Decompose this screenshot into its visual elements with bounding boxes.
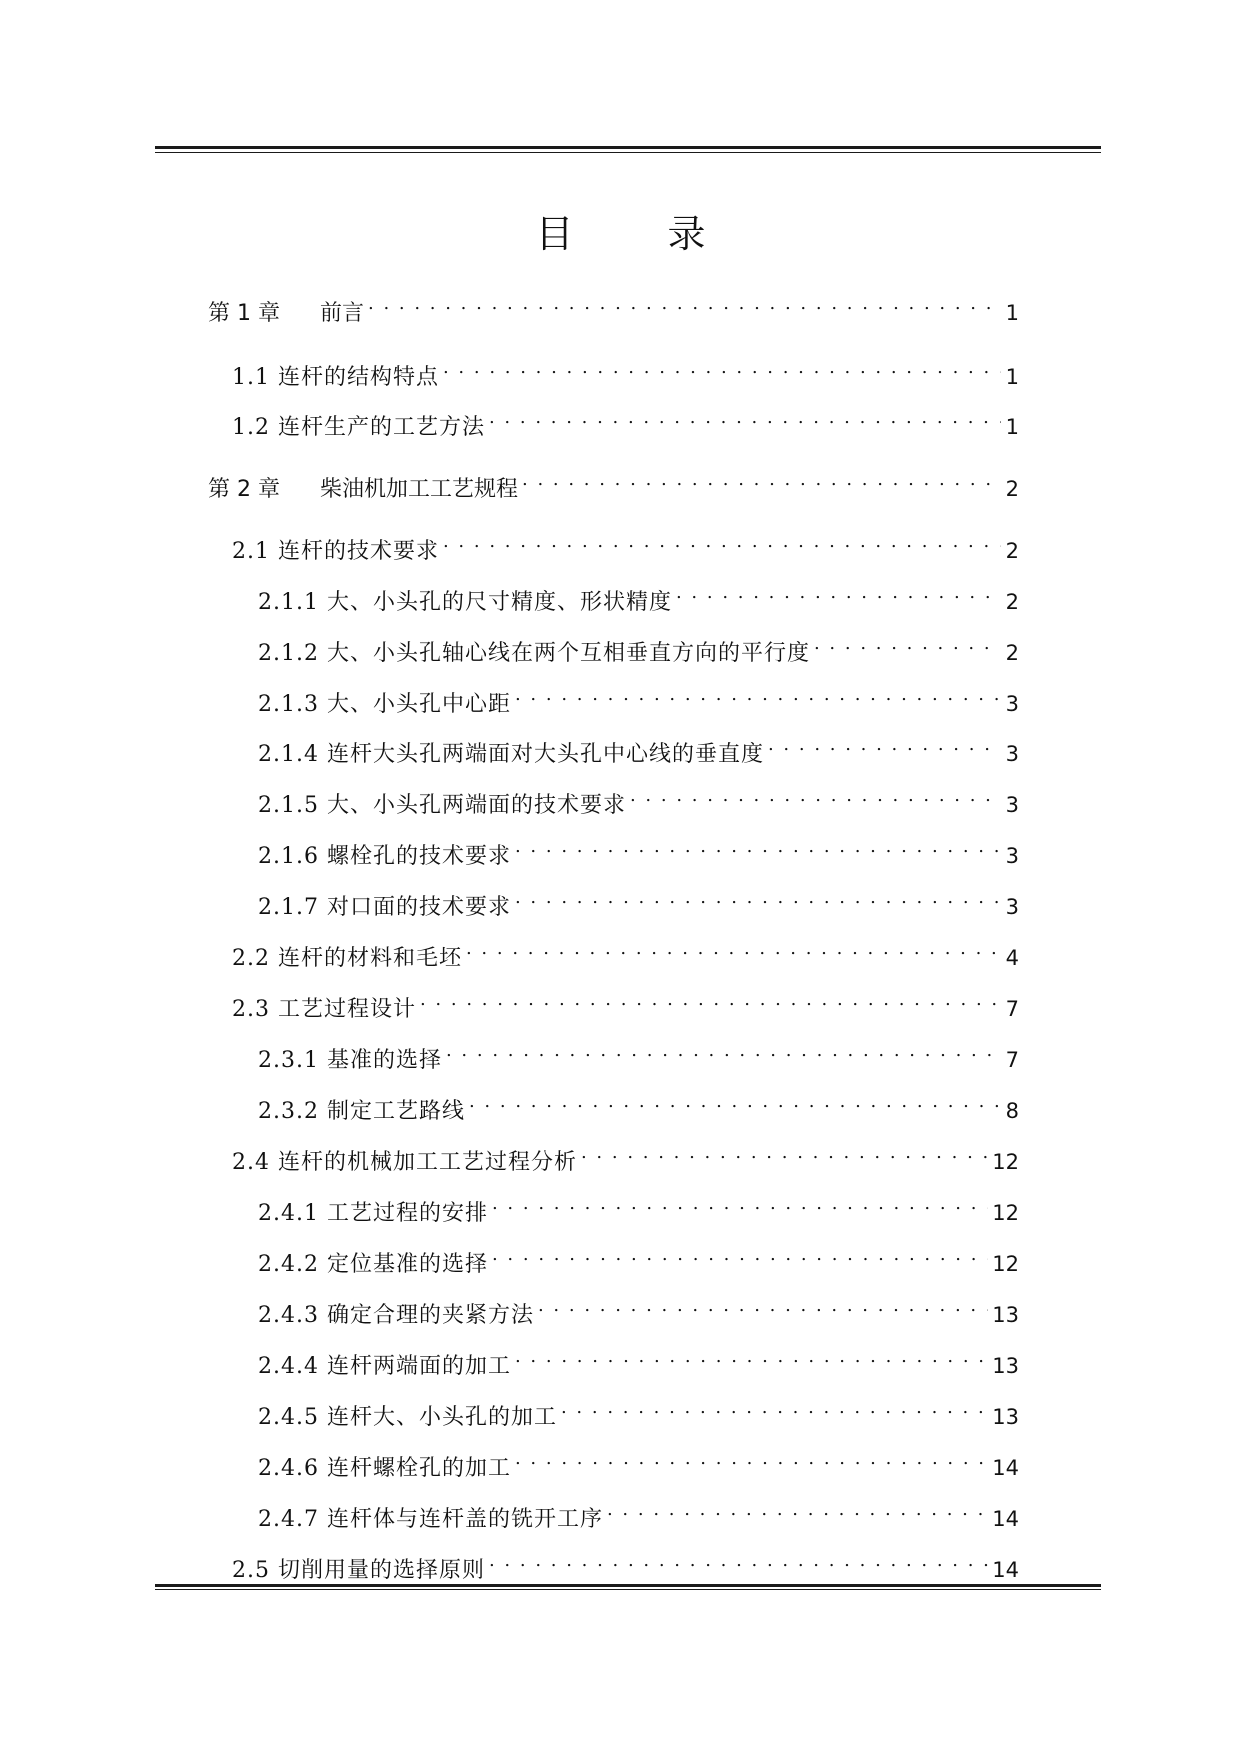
toc-subsection-entry[interactable] [258,577,1019,615]
toc-entry-title: 2.4.5 连杆大、小头孔的加工 [258,1405,557,1430]
toc-page-number: 3 [1005,844,1019,868]
footer-rule-thick [155,1584,1101,1587]
toc-entry-title: 柴油机加工工艺规程 [320,477,519,502]
toc-page-number: 3 [1005,692,1019,716]
toc-subsection-entry[interactable] [258,1443,1019,1481]
toc-chapter-entry[interactable] [208,288,1019,326]
toc-subsection-entry[interactable] [258,1290,1019,1328]
toc-dot-leader [489,402,1001,434]
toc-section-entry[interactable] [232,526,1019,564]
toc-dot-leader [522,464,1001,496]
toc-dot-leader [630,780,1001,812]
toc-subsection-entry[interactable] [258,679,1019,717]
toc-dot-leader [581,1137,988,1169]
toc-dot-leader [469,1086,1001,1118]
toc-entry-title: 1.1 连杆的结构特点 [232,365,439,390]
toc-page-number: 12 [992,1201,1019,1225]
toc-page-number: 14 [992,1558,1019,1582]
toc-dot-leader [515,831,1001,863]
toc-dot-leader [466,933,1001,965]
toc-entry-title: 2.1.1 大、小头孔的尺寸精度、形状精度 [258,590,672,615]
toc-entry-title: 2.5 切削用量的选择原则 [232,1558,485,1583]
toc-section-entry[interactable] [232,1137,1019,1175]
toc-entry-title: 2.1 连杆的技术要求 [232,539,439,564]
toc-section-entry[interactable] [232,984,1019,1022]
toc-subsection-entry[interactable] [258,1494,1019,1532]
toc-entry-title: 2.3.2 制定工艺路线 [258,1099,465,1124]
toc-entry-title: 前言 [320,301,365,326]
toc-entry-title: 2.4.6 连杆螺栓孔的加工 [258,1456,511,1481]
toc-entry-title: 2.1.7 对口面的技术要求 [258,895,511,920]
toc-page-number: 13 [992,1354,1019,1378]
toc-subsection-entry[interactable] [258,1341,1019,1379]
toc-dot-leader [676,577,1001,609]
toc-dot-leader [515,1443,988,1475]
toc-subsection-entry[interactable] [258,1392,1019,1430]
toc-chapter-number: 第 1 章 [208,301,280,326]
toc-entry-title: 2.1.5 大、小头孔两端面的技术要求 [258,793,626,818]
toc-entry-title: 2.4.4 连杆两端面的加工 [258,1354,511,1379]
toc-dot-leader [515,1341,988,1373]
toc-entry-title: 2.4.1 工艺过程的安排 [258,1201,488,1226]
toc-dot-leader [538,1290,988,1322]
toc-page-number: 2 [1005,539,1019,563]
toc-dot-leader [443,526,1001,558]
toc-subsection-entry[interactable] [258,882,1019,920]
toc-dot-leader [515,679,1001,711]
toc-page-number: 2 [1005,590,1019,614]
toc-page-number: 13 [992,1405,1019,1429]
toc-dot-leader [420,984,1001,1016]
toc-section-entry[interactable] [232,402,1019,440]
toc-entry-title: 2.1.6 螺栓孔的技术要求 [258,844,511,869]
toc-page-number: 1 [1005,301,1019,325]
toc-page-number: 3 [1005,793,1019,817]
toc-page-number: 3 [1005,895,1019,919]
toc-page-number: 12 [992,1150,1019,1174]
toc-entry-title: 2.4.2 定位基准的选择 [258,1252,488,1277]
toc-dot-leader [368,288,1001,320]
toc-entry-title: 2.4.7 连杆体与连杆盖的铣开工序 [258,1507,603,1532]
toc-dot-leader [443,352,1001,384]
toc-page-number: 7 [1005,997,1019,1021]
toc-page-number: 14 [992,1456,1019,1480]
toc-dot-leader [561,1392,988,1424]
toc-title: 目 录 [535,212,734,256]
toc-dot-leader [515,882,1001,914]
toc-entry-title: 2.3 工艺过程设计 [232,997,416,1022]
toc-chapter-number: 第 2 章 [208,477,280,502]
toc-subsection-entry[interactable] [258,780,1019,818]
toc-entry-title: 2.3.1 基准的选择 [258,1048,442,1073]
toc-dot-leader [446,1035,1001,1067]
toc-entry-title: 2.4 连杆的机械加工工艺过程分析 [232,1150,577,1175]
toc-entry-title: 2.2 连杆的材料和毛坯 [232,946,462,971]
toc-section-entry[interactable] [232,1545,1019,1583]
toc-subsection-entry[interactable] [258,1188,1019,1226]
toc-dot-leader [492,1239,988,1271]
toc-page-number: 2 [1005,641,1019,665]
toc-subsection-entry[interactable] [258,1086,1019,1124]
toc-subsection-entry[interactable] [258,831,1019,869]
toc-entry-title: 2.1.3 大、小头孔中心距 [258,692,511,717]
toc-section-entry[interactable] [232,352,1019,390]
toc-subsection-entry[interactable] [258,1239,1019,1277]
toc-dot-leader [768,729,1001,761]
toc-dot-leader [489,1545,988,1577]
toc-entry-title: 2.1.4 连杆大头孔两端面对大头孔中心线的垂直度 [258,742,764,767]
toc-page-number: 4 [1005,946,1019,970]
toc-entry-title: 2.4.3 确定合理的夹紧方法 [258,1303,534,1328]
toc-page-number: 14 [992,1507,1019,1531]
toc-subsection-entry[interactable] [258,729,1019,767]
toc-page-number: 7 [1005,1048,1019,1072]
toc-page-number: 12 [992,1252,1019,1276]
toc-subsection-entry[interactable] [258,1035,1019,1073]
toc-section-entry[interactable] [232,933,1019,971]
toc-page-number: 1 [1005,365,1019,389]
toc-dot-leader [814,628,1001,660]
toc-page-number: 2 [1005,477,1019,501]
toc-dot-leader [492,1188,988,1220]
toc-page-number: 3 [1005,742,1019,766]
footer-rule-thin [155,1589,1101,1590]
toc-chapter-entry[interactable] [208,464,1019,502]
toc-entry-title: 1.2 连杆生产的工艺方法 [232,415,485,440]
toc-dot-leader [607,1494,988,1526]
toc-page-number: 1 [1005,415,1019,439]
toc-page-number: 13 [992,1303,1019,1327]
toc-entry-title: 2.1.2 大、小头孔轴心线在两个互相垂直方向的平行度 [258,641,810,666]
toc-subsection-entry[interactable] [258,628,1019,666]
toc-page-number: 8 [1005,1099,1019,1123]
